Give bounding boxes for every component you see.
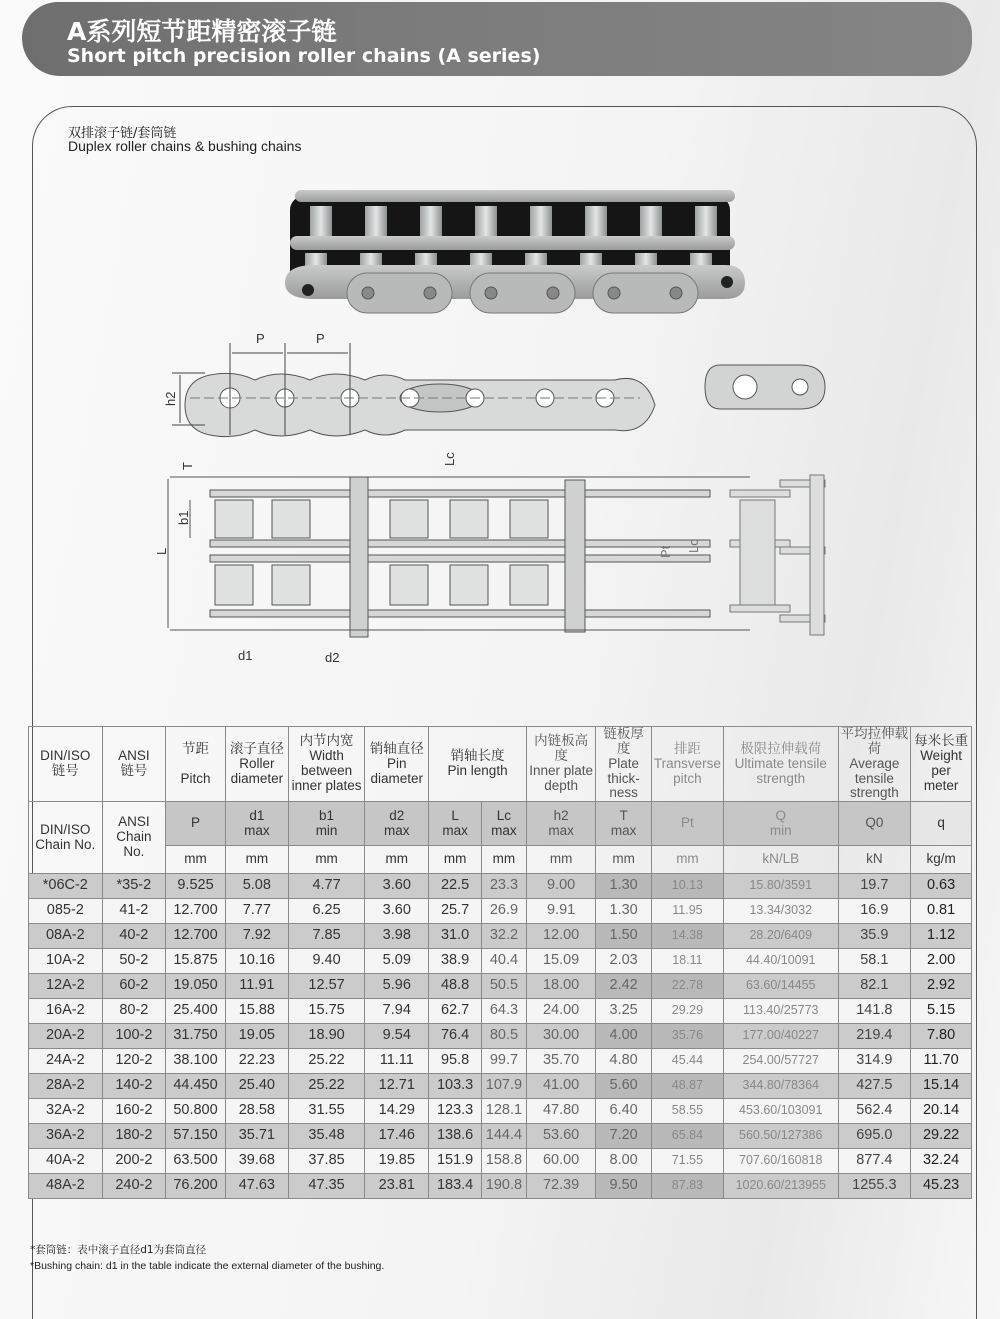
- sym-Q0: Q0: [838, 802, 911, 846]
- table-cell: 113.40/25773: [723, 999, 838, 1024]
- table-cell: 2.03: [596, 949, 652, 974]
- title-banner: [22, 2, 972, 76]
- unit-pin-dia: mm: [365, 846, 429, 874]
- table-cell: 25.22: [288, 1074, 365, 1099]
- table-cell: 4.80: [596, 1049, 652, 1074]
- table-cell: 35.71: [225, 1124, 288, 1149]
- table-cell: 4.77: [288, 874, 365, 899]
- table-cell: 19.050: [166, 974, 226, 999]
- table-cell: 151.9: [429, 1149, 482, 1174]
- title-cn: A系列短节距精密滚子链: [67, 17, 337, 46]
- sym-L: L max: [429, 802, 482, 846]
- table-row: [29, 974, 972, 999]
- header-din-iso: DIN/ISO 链号: [29, 727, 103, 802]
- table-cell: 8.00: [596, 1149, 652, 1174]
- sym-pt: Pt: [651, 802, 723, 846]
- table-cell: 64.3: [481, 999, 526, 1024]
- header-din-iso-en: DIN/ISO Chain No.: [29, 802, 103, 874]
- chain-photo: [265, 178, 745, 318]
- table-cell: 695.0: [838, 1124, 911, 1149]
- table-cell: 25.7: [429, 899, 482, 924]
- table-cell: 1.50: [596, 924, 652, 949]
- table-cell: 5.60: [596, 1074, 652, 1099]
- table-cell: 23.81: [365, 1174, 429, 1199]
- header-width: 内节内宽 Width between inner plates: [288, 727, 365, 802]
- table-cell: 37.85: [288, 1149, 365, 1174]
- table-cell: 41-2: [102, 899, 166, 924]
- table-cell: 141.8: [838, 999, 911, 1024]
- header-pin-dia: 销轴直径 Pin diameter: [365, 727, 429, 802]
- spec-table-body: [29, 874, 972, 1199]
- table-cell: 128.1: [481, 1099, 526, 1124]
- table-cell: 31.0: [429, 924, 482, 949]
- table-cell: 24A-2: [29, 1049, 103, 1074]
- table-cell: 10.13: [651, 874, 723, 899]
- footnote-en: *Bushing chain: d1 in the table indicate the external diameter of the bushing.: [30, 1260, 385, 1272]
- header-average: 平均拉伸载荷 Average tensile strength: [838, 727, 911, 802]
- table-row: [29, 949, 972, 974]
- unit-roller: mm: [225, 846, 288, 874]
- table-cell: 180-2: [102, 1124, 166, 1149]
- table-row: [29, 1124, 972, 1149]
- footnote-cn: *套筒链：表中滚子直径d1为套筒直径: [30, 1244, 207, 1256]
- table-cell: 6.40: [596, 1099, 652, 1124]
- label-p1: P: [256, 331, 265, 346]
- table-cell: 35.70: [526, 1049, 595, 1074]
- table-cell: 10A-2: [29, 949, 103, 974]
- table-cell: 5.09: [365, 949, 429, 974]
- table-cell: 23.3: [481, 874, 526, 899]
- table-cell: 53.60: [526, 1124, 595, 1149]
- table-cell: 7.85: [288, 924, 365, 949]
- table-cell: 16.9: [838, 899, 911, 924]
- table-cell: 20.14: [911, 1099, 972, 1124]
- table-cell: 32.2: [481, 924, 526, 949]
- label-d1: d1: [238, 648, 253, 663]
- table-cell: 123.3: [429, 1099, 482, 1124]
- table-cell: 2.92: [911, 974, 972, 999]
- table-cell: 1.30: [596, 874, 652, 899]
- table-cell: 7.94: [365, 999, 429, 1024]
- table-cell: 50.5: [481, 974, 526, 999]
- table-cell: 76.4: [429, 1024, 482, 1049]
- table-row: [29, 1074, 972, 1099]
- table-cell: 71.55: [651, 1149, 723, 1174]
- table-cell: 82.1: [838, 974, 911, 999]
- table-cell: 12.700: [166, 924, 226, 949]
- table-cell: 40.4: [481, 949, 526, 974]
- table-cell: 22.5: [429, 874, 482, 899]
- table-cell: 31.750: [166, 1024, 226, 1049]
- table-cell: 219.4: [838, 1024, 911, 1049]
- table-cell: 62.7: [429, 999, 482, 1024]
- table-cell: 5.96: [365, 974, 429, 999]
- table-cell: 15.80/3591: [723, 874, 838, 899]
- table-cell: 50-2: [102, 949, 166, 974]
- header-ansi-en: ANSI Chain No.: [102, 802, 166, 874]
- table-cell: 19.85: [365, 1149, 429, 1174]
- table-cell: 28.20/6409: [723, 924, 838, 949]
- table-cell: 48.87: [651, 1074, 723, 1099]
- table-cell: 22.78: [651, 974, 723, 999]
- table-row: [29, 899, 972, 924]
- table-cell: 240-2: [102, 1174, 166, 1199]
- table-cell: 0.81: [911, 899, 972, 924]
- table-cell: 47.35: [288, 1174, 365, 1199]
- table-cell: 29.29: [651, 999, 723, 1024]
- table-cell: 190.8: [481, 1174, 526, 1199]
- table-cell: 17.46: [365, 1124, 429, 1149]
- table-cell: 15.09: [526, 949, 595, 974]
- unit-Q0: kN: [838, 846, 911, 874]
- technical-drawing: [150, 325, 910, 670]
- unit-width: mm: [288, 846, 365, 874]
- header-pitch: 节距 Pitch: [166, 727, 226, 802]
- table-cell: 26.9: [481, 899, 526, 924]
- offset-link-plan-view: [730, 475, 825, 635]
- table-cell: 41.00: [526, 1074, 595, 1099]
- unit-T: mm: [596, 846, 652, 874]
- table-cell: 12.71: [365, 1074, 429, 1099]
- table-row: [29, 1099, 972, 1124]
- table-cell: 9.54: [365, 1024, 429, 1049]
- table-cell: 120-2: [102, 1049, 166, 1074]
- header-roller: 滚子直径 Roller diameter: [225, 727, 288, 802]
- table-cell: 9.00: [526, 874, 595, 899]
- table-cell: 12.00: [526, 924, 595, 949]
- table-cell: 44.40/10091: [723, 949, 838, 974]
- table-cell: 35.48: [288, 1124, 365, 1149]
- table-cell: 80.5: [481, 1024, 526, 1049]
- header-ansi: ANSI 链号: [102, 727, 166, 802]
- table-cell: 99.7: [481, 1049, 526, 1074]
- table-cell: 1.30: [596, 899, 652, 924]
- table-cell: 15.14: [911, 1074, 972, 1099]
- table-cell: 453.60/103091: [723, 1099, 838, 1124]
- table-cell: 15.88: [225, 999, 288, 1024]
- table-cell: 39.68: [225, 1149, 288, 1174]
- table-cell: 25.40: [225, 1074, 288, 1099]
- table-cell: 45.44: [651, 1049, 723, 1074]
- table-cell: 560.50/127386: [723, 1124, 838, 1149]
- table-cell: 0.63: [911, 874, 972, 899]
- sym-width: b1 min: [288, 802, 365, 846]
- table-cell: 11.91: [225, 974, 288, 999]
- table-cell: 183.4: [429, 1174, 482, 1199]
- table-cell: 45.23: [911, 1174, 972, 1199]
- table-cell: 32.24: [911, 1149, 972, 1174]
- header-transverse: 排距 Transverse pitch: [651, 727, 723, 802]
- sym-Lc: Lc max: [481, 802, 526, 846]
- table-cell: 144.4: [481, 1124, 526, 1149]
- spec-table: [28, 726, 972, 1199]
- table-cell: 9.50: [596, 1174, 652, 1199]
- table-cell: 38.9: [429, 949, 482, 974]
- table-cell: 15.75: [288, 999, 365, 1024]
- table-cell: 7.77: [225, 899, 288, 924]
- sym-q: q: [911, 802, 972, 846]
- table-cell: 5.08: [225, 874, 288, 899]
- label-Lc: Lc: [442, 452, 457, 466]
- sym-Q: Q min: [723, 802, 838, 846]
- end-plate-view: [705, 365, 825, 409]
- table-cell: 1020.60/213955: [723, 1174, 838, 1199]
- table-cell: 08A-2: [29, 924, 103, 949]
- table-cell: 35.76: [651, 1024, 723, 1049]
- title-en: Short pitch precision roller chains (A series): [67, 45, 541, 67]
- table-cell: 47.63: [225, 1174, 288, 1199]
- sym-pitch: P: [166, 802, 226, 846]
- table-cell: 58.55: [651, 1099, 723, 1124]
- table-cell: 7.80: [911, 1024, 972, 1049]
- table-cell: 63.500: [166, 1149, 226, 1174]
- table-cell: 63.60/14455: [723, 974, 838, 999]
- table-cell: 57.150: [166, 1124, 226, 1149]
- table-cell: 29.22: [911, 1124, 972, 1149]
- table-cell: 1.12: [911, 924, 972, 949]
- table-cell: 11.11: [365, 1049, 429, 1074]
- header-weight: 每米长重 Weight per meter: [911, 727, 972, 802]
- table-cell: 10.16: [225, 949, 288, 974]
- table-cell: 38.100: [166, 1049, 226, 1074]
- table-cell: 140-2: [102, 1074, 166, 1099]
- table-cell: 14.38: [651, 924, 723, 949]
- label-d2: d2: [325, 650, 340, 665]
- table-cell: 65.84: [651, 1124, 723, 1149]
- table-cell: 2.00: [911, 949, 972, 974]
- table-cell: 25.22: [288, 1049, 365, 1074]
- table-cell: 31.55: [288, 1099, 365, 1124]
- table-row: [29, 1174, 972, 1199]
- table-cell: 9.40: [288, 949, 365, 974]
- table-cell: 11.95: [651, 899, 723, 924]
- table-cell: 3.25: [596, 999, 652, 1024]
- table-cell: 72.39: [526, 1174, 595, 1199]
- table-cell: *06C-2: [29, 874, 103, 899]
- table-cell: 30.00: [526, 1024, 595, 1049]
- table-cell: 254.00/57727: [723, 1049, 838, 1074]
- section-subtitle-cn: 双排滚子链/套筒链: [68, 126, 177, 141]
- table-cell: 707.60/160818: [723, 1149, 838, 1174]
- table-cell: 48.8: [429, 974, 482, 999]
- label-Lc-right: Lc: [686, 539, 701, 553]
- table-cell: 47.80: [526, 1099, 595, 1124]
- table-cell: 15.875: [166, 949, 226, 974]
- table-cell: 7.20: [596, 1124, 652, 1149]
- table-cell: 19.05: [225, 1024, 288, 1049]
- table-cell: 344.80/78364: [723, 1074, 838, 1099]
- unit-pitch: mm: [166, 846, 226, 874]
- label-L: L: [154, 547, 169, 555]
- table-cell: 3.60: [365, 874, 429, 899]
- table-cell: 16A-2: [29, 999, 103, 1024]
- table-cell: 177.00/40227: [723, 1024, 838, 1049]
- table-cell: 18.11: [651, 949, 723, 974]
- table-cell: 314.9: [838, 1049, 911, 1074]
- unit-h2: mm: [526, 846, 595, 874]
- unit-q: kg/m: [911, 846, 972, 874]
- table-row: [29, 1024, 972, 1049]
- table-cell: 3.60: [365, 899, 429, 924]
- label-b1: b1: [176, 510, 191, 525]
- table-cell: 3.98: [365, 924, 429, 949]
- table-cell: 562.4: [838, 1099, 911, 1124]
- table-cell: 40A-2: [29, 1149, 103, 1174]
- table-cell: 4.00: [596, 1024, 652, 1049]
- table-cell: 9.91: [526, 899, 595, 924]
- table-cell: 100-2: [102, 1024, 166, 1049]
- header-ultimate: 极限拉伸载荷 Ultimate tensile strength: [723, 727, 838, 802]
- unit-L: mm: [429, 846, 482, 874]
- table-cell: 158.8: [481, 1149, 526, 1174]
- table-row: [29, 874, 972, 899]
- table-cell: 50.800: [166, 1099, 226, 1124]
- table-cell: 13.34/3032: [723, 899, 838, 924]
- sym-pin-dia: d2 max: [365, 802, 429, 846]
- table-cell: 48A-2: [29, 1174, 103, 1199]
- table-cell: 12A-2: [29, 974, 103, 999]
- table-cell: 14.29: [365, 1099, 429, 1124]
- table-cell: 28A-2: [29, 1074, 103, 1099]
- table-cell: 60-2: [102, 974, 166, 999]
- table-cell: 76.200: [166, 1174, 226, 1199]
- table-cell: 44.450: [166, 1074, 226, 1099]
- sym-T: T max: [596, 802, 652, 846]
- unit-pt: mm: [651, 846, 723, 874]
- table-cell: 35.9: [838, 924, 911, 949]
- table-cell: 160-2: [102, 1099, 166, 1124]
- table-cell: 40-2: [102, 924, 166, 949]
- table-cell: 32A-2: [29, 1099, 103, 1124]
- table-cell: 87.83: [651, 1174, 723, 1199]
- side-view: [185, 373, 655, 436]
- table-cell: 36A-2: [29, 1124, 103, 1149]
- unit-Q: kN/LB: [723, 846, 838, 874]
- label-h2: h2: [163, 391, 178, 406]
- section-subtitle-en: Duplex roller chains & bushing chains: [68, 138, 302, 154]
- table-cell: 103.3: [429, 1074, 482, 1099]
- table-cell: 2.42: [596, 974, 652, 999]
- table-cell: 9.525: [166, 874, 226, 899]
- header-pin-length: 销轴长度 Pin length: [429, 727, 527, 802]
- header-plate-thickness: 链板厚度 Plate thick-ness: [596, 727, 652, 802]
- table-cell: 25.400: [166, 999, 226, 1024]
- label-T: T: [180, 462, 195, 470]
- unit-Lc: mm: [481, 846, 526, 874]
- table-cell: 085-2: [29, 899, 103, 924]
- label-p2: P: [316, 331, 325, 346]
- table-row: [29, 999, 972, 1024]
- table-cell: 22.23: [225, 1049, 288, 1074]
- table-cell: 58.1: [838, 949, 911, 974]
- table-cell: 18.00: [526, 974, 595, 999]
- table-row: [29, 1149, 972, 1174]
- label-pt: Pt: [658, 545, 673, 558]
- header-plate-depth: 内链板高度 Inner plate depth: [526, 727, 595, 802]
- table-cell: 138.6: [429, 1124, 482, 1149]
- table-cell: 7.92: [225, 924, 288, 949]
- table-cell: 60.00: [526, 1149, 595, 1174]
- table-cell: 24.00: [526, 999, 595, 1024]
- table-cell: 200-2: [102, 1149, 166, 1174]
- table-row: [29, 924, 972, 949]
- table-cell: 95.8: [429, 1049, 482, 1074]
- table-cell: 19.7: [838, 874, 911, 899]
- table-cell: 877.4: [838, 1149, 911, 1174]
- table-cell: 28.58: [225, 1099, 288, 1124]
- sym-h2: h2 max: [526, 802, 595, 846]
- table-cell: 1255.3: [838, 1174, 911, 1199]
- table-cell: 12.700: [166, 899, 226, 924]
- table-cell: 80-2: [102, 999, 166, 1024]
- sym-roller: d1 max: [225, 802, 288, 846]
- table-cell: 6.25: [288, 899, 365, 924]
- table-cell: 5.15: [911, 999, 972, 1024]
- table-cell: 12.57: [288, 974, 365, 999]
- table-cell: 107.9: [481, 1074, 526, 1099]
- table-cell: 20A-2: [29, 1024, 103, 1049]
- table-cell: 427.5: [838, 1074, 911, 1099]
- table-cell: *35-2: [102, 874, 166, 899]
- table-cell: 18.90: [288, 1024, 365, 1049]
- table-cell: 11.70: [911, 1049, 972, 1074]
- table-row: [29, 1049, 972, 1074]
